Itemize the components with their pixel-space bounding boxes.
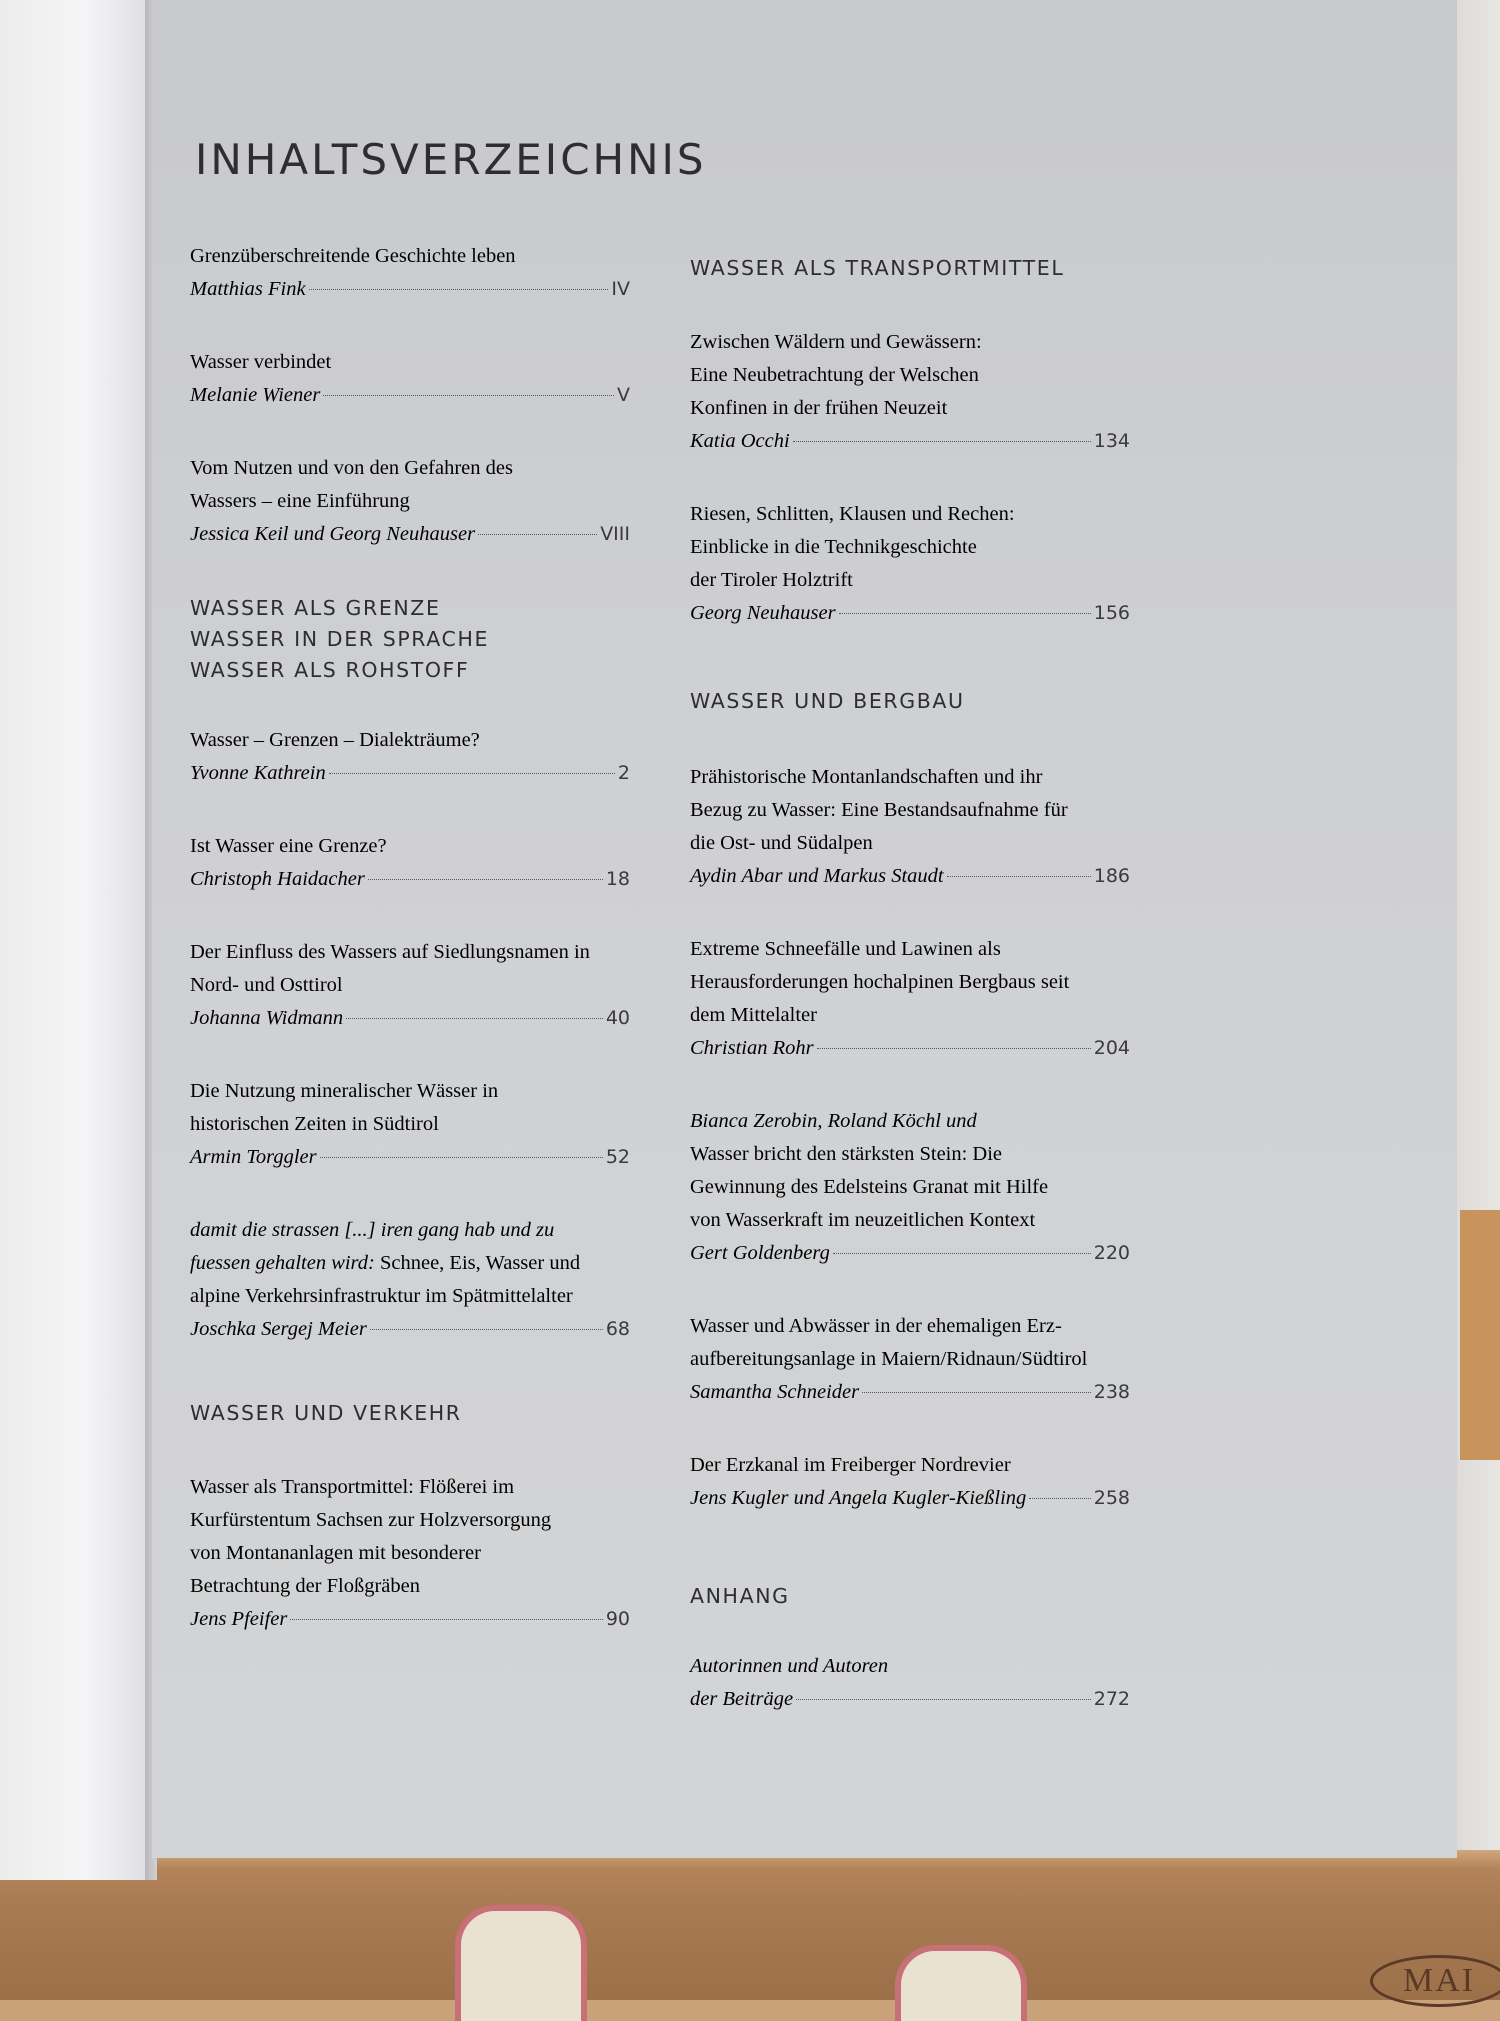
entry-page-number: 272 [1093,1688,1130,1710]
entry-author-row [690,1683,1130,1716]
entry-author: Georg Neuhauser [690,602,836,624]
entry-title-line: von Montananlagen mit besonderer [190,1542,481,1564]
page-title: INHALTSVERZEICHNIS [195,135,707,184]
entry-author-row [690,1237,1130,1270]
entry-author: Matthias Fink [190,278,306,300]
dot-leader [346,1018,603,1019]
entry-page-number: 52 [605,1146,630,1168]
entry-title-line: Grenzüberschreitende Geschichte leben [190,245,516,267]
desk-surface [0,1850,1500,2000]
toc-entry [190,452,630,551]
entry-title-line: dem Mittelalter [690,1004,817,1026]
entry-page-number: 40 [605,1007,630,1029]
entry-author: Jens Pfeifer [190,1608,288,1630]
dot-leader [796,1699,1091,1700]
entry-title-italic-line: Autorinnen und Autoren [690,1655,889,1677]
entry-title-line: von Wasserkraft im neuzeitlichen Kontext [690,1209,1036,1231]
glove-right [895,1945,1027,2021]
section-heading-line: WASSER UND BERGBAU [690,689,965,713]
entry-title-line: Der Erzkanal im Freiberger Nordrevier [690,1454,1011,1476]
entry-title-line: Herausforderungen hochalpinen Bergbaus seit [690,971,1070,993]
entry-author-row [190,379,630,412]
entry-title-line: der Tiroler Holztrift [690,569,853,591]
entry-title-line: Betrachtung der Floßgräben [190,1575,420,1597]
entry-author: Aydin Abar und Markus Staudt [690,865,944,887]
entry-page-number: 238 [1093,1381,1130,1403]
toc-entry [190,1075,630,1174]
dot-leader [839,613,1091,614]
toc-entry [690,933,1130,1065]
entry-page-number: 90 [605,1608,630,1630]
entry-author-row [690,860,1130,893]
dot-leader [323,395,614,396]
wood-block [1460,1210,1500,1460]
entry-title-line: Zwischen Wäldern und Gewässern: [690,331,982,353]
entry-title-line: Wasser als Transportmittel: Flößerei im [190,1476,515,1498]
entry-author: Katia Occhi [690,430,790,452]
entry-title-line: Nord- und Osttirol [190,974,343,996]
entry-title-line: Wassers – eine Einführung [190,490,410,512]
entry-page-number: 258 [1093,1487,1130,1509]
toc-left-column [190,240,630,1636]
entry-author-row [190,757,630,790]
dot-leader [793,441,1091,442]
entry-title-line: historischen Zeiten in Südtirol [190,1113,439,1135]
entry-author: Gert Goldenberg [690,1242,830,1264]
entry-page-number: 18 [605,868,630,890]
entry-title-line: Gewinnung des Edelsteins Granat mit Hilfe [690,1176,1049,1198]
entry-author-row [690,425,1130,458]
entry-title-line: aufbereitungsanlage in Maiern/Ridnaun/Südtirol [690,1348,1088,1370]
dot-leader [320,1157,603,1158]
entry-author-row [190,1141,630,1174]
entry-title-line: Vom Nutzen und von den Gefahren des [190,457,513,479]
entry-title-italic-line: damit die strassen [...] iren gang hab und zu [190,1219,555,1241]
entry-title-line: alpine Verkehrsinfrastruktur im Spätmittelalter [190,1285,573,1307]
section-heading-line: ANHANG [690,1584,790,1608]
entry-title-line: Ist Wasser eine Grenze? [190,835,387,857]
entry-page-number: 204 [1093,1037,1130,1059]
toc-entry [190,346,630,412]
entry-title-line: Konfinen in der frühen Neuzeit [690,397,948,419]
dot-leader [862,1392,1091,1393]
toc-entry [190,240,630,306]
dot-leader [370,1329,603,1330]
entry-title-line [190,1247,630,1280]
toc-entry [190,1471,630,1636]
entry-author-row [190,1002,630,1035]
entry-title-line: die Ost- und Südalpen [690,832,873,854]
entry-title-line: Bezug zu Wasser: Eine Bestandsaufnahme für [690,799,1068,821]
toc-entry [690,326,1130,458]
entry-title-line: Der Einfluss des Wassers auf Siedlungsnamen in [190,941,590,963]
entry-page-number: 134 [1093,430,1130,452]
entry-author-row [190,1313,630,1346]
entry-author: Jessica Keil und Georg Neuhauser [190,523,476,545]
entry-author: Yvonne Kathrein [190,762,326,784]
toc-entry [690,1449,1130,1515]
section-heading-line: WASSER ALS ROHSTOFF [190,658,470,682]
dot-leader [290,1619,602,1620]
toc-entry [190,830,630,896]
entry-title-italic-part: fuessen gehalten wird: [190,1252,375,1274]
entry-page-number: IV [611,278,630,300]
entry-author: der Beiträge [690,1688,794,1710]
entry-title-line: Einblicke in die Technikgeschichte [690,536,977,558]
toc-entry [690,1650,1130,1716]
entry-title-line: Eine Neubetrachtung der Welschen [690,364,979,386]
entry-title-line: Wasser verbindet [190,351,332,373]
entry-author-row [690,597,1130,630]
entry-author-row [690,1376,1130,1409]
entry-author-row [190,1603,630,1636]
section-heading-line: WASSER ALS GRENZE [190,596,441,620]
entry-author-row [190,863,630,896]
toc-entry [690,761,1130,893]
section-heading-line: WASSER UND VERKEHR [190,1401,462,1425]
dot-leader [817,1048,1091,1049]
entry-author: Armin Torggler [190,1146,317,1168]
section-heading [190,593,630,686]
toc-entry [190,936,630,1035]
dot-leader [947,876,1091,877]
entry-title-line: Wasser bricht den stärksten Stein: Die [690,1143,1003,1165]
entry-title-line: Wasser und Abwässer in der ehemaligen Erz- [690,1315,1062,1337]
dot-leader [329,773,615,774]
entry-title-line: Kurfürstentum Sachsen zur Holzversorgung [190,1509,552,1531]
entry-author: Johanna Widmann [190,1007,344,1029]
entry-page-number: 156 [1093,602,1130,624]
entry-author: Melanie Wiener [190,384,321,406]
toc-right-column [690,253,1130,1716]
entry-page-number: 220 [1093,1242,1130,1264]
section-heading [190,1398,630,1429]
entry-author: Jens Kugler und Angela Kugler-Kießling [690,1487,1027,1509]
entry-page-number: V [617,384,630,406]
entry-title-regular-part: Schnee, Eis, Wasser und [374,1252,581,1274]
entry-title-line: Wasser – Grenzen – Dialekträume? [190,729,480,751]
left-page [0,0,155,1880]
entry-title-line: Riesen, Schlitten, Klausen und Rechen: [690,503,1015,525]
toc-entry [190,1214,630,1346]
toc-entry [190,724,630,790]
toc-entry [690,1310,1130,1409]
entry-author: Christian Rohr [690,1037,814,1059]
section-heading [690,253,1130,284]
dot-leader [309,289,609,290]
dot-leader [368,879,603,880]
dot-leader [478,534,597,535]
entry-title-italic-line: Bianca Zerobin, Roland Köchl und [690,1110,977,1132]
glove-left [455,1905,587,2021]
entry-page-number: 2 [617,762,630,784]
entry-author: Christoph Haidacher [190,868,365,890]
section-heading-line: WASSER IN DER SPRACHE [190,627,490,651]
wood-stamp: MAI [1370,1955,1500,2007]
toc-entry [690,498,1130,630]
dot-leader [833,1253,1091,1254]
entry-author-row [690,1482,1130,1515]
entry-author-row [690,1032,1130,1065]
entry-page-number: 186 [1093,865,1130,887]
dot-leader [1029,1498,1090,1499]
entry-author-row [190,273,630,306]
entry-title-line: Extreme Schneefälle und Lawinen als [690,938,1001,960]
entry-title-line: Prähistorische Montanlandschaften und ihr [690,766,1043,788]
toc-entry [690,1105,1130,1270]
section-heading [690,686,1130,717]
entry-title-line: Die Nutzung mineralischer Wässer in [190,1080,499,1102]
section-heading-line: WASSER ALS TRANSPORTMITTEL [690,256,1065,280]
entry-page-number: VIII [600,523,630,545]
entry-author: Joschka Sergej Meier [190,1318,367,1340]
entry-page-number: 68 [605,1318,630,1340]
entry-author: Samantha Schneider [690,1381,860,1403]
entry-author-row [190,518,630,551]
section-heading [690,1581,1130,1612]
